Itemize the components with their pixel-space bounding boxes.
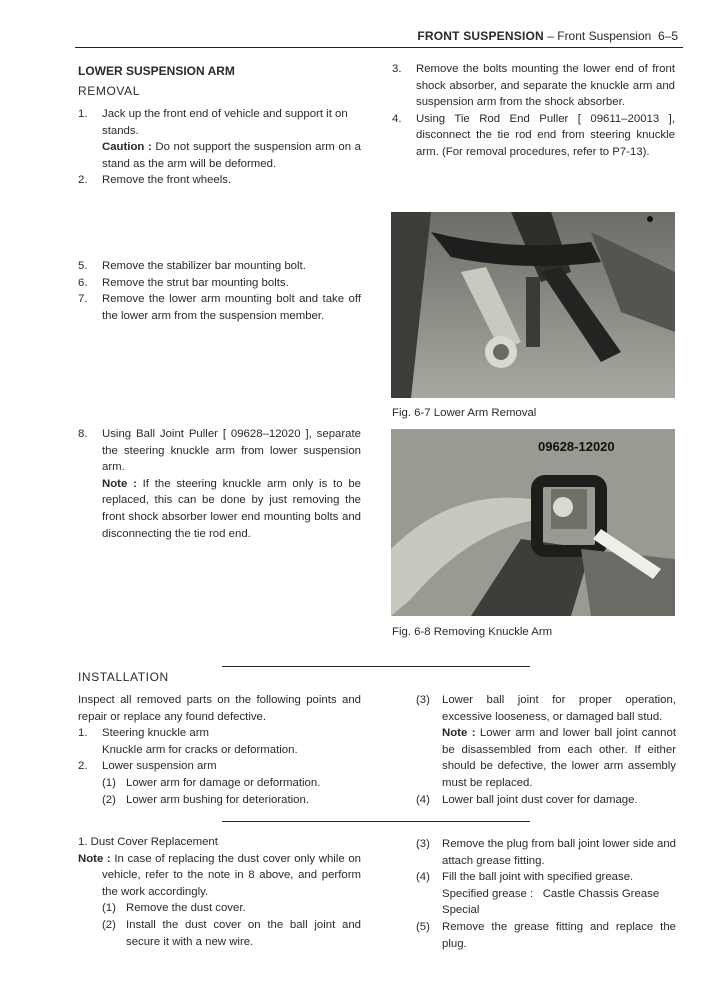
sub-number: (1) (102, 776, 116, 789)
dust-cover-note (78, 851, 361, 901)
removal-steps-right (392, 61, 675, 161)
dust-cover-steps-left (78, 900, 361, 950)
step-5 (78, 258, 361, 275)
step-number: 4. (392, 112, 402, 125)
check-text: Lower ball joint for proper operation, excessive looseness, or damaged ball stud. (442, 694, 676, 723)
step-text: Remove the front wheels. (102, 174, 232, 187)
step-number: 8. (78, 428, 88, 440)
item-text: Lower suspension arm (102, 760, 217, 773)
page-header (417, 28, 678, 45)
step-3 (392, 61, 675, 111)
header-subsection: Front Suspension (557, 29, 652, 43)
install-item-1 (78, 725, 361, 758)
installation-intro: Inspect all removed parts on the following points and repair or replace any found defective. (78, 694, 361, 723)
item-number: 1. (78, 727, 88, 740)
check-number: (3) (416, 694, 430, 706)
step-2 (78, 172, 361, 189)
step-1 (78, 106, 361, 172)
dust-step-1 (102, 900, 361, 917)
item-detail: Knuckle arm for cracks or deformation. (102, 743, 298, 756)
note-text: In case of replacing the dust cover only while on vehicle, refer to the note in 8 above, and perform the work accordingly. (102, 852, 361, 898)
step-number: 1. (78, 108, 88, 120)
installation-right (416, 692, 676, 808)
dust-step-4 (416, 869, 676, 919)
step-number: 3. (392, 63, 402, 75)
check-number: (4) (416, 793, 430, 806)
dust-step-2 (102, 917, 361, 950)
removal-heading: REMOVAL (78, 84, 140, 98)
installation-rule (222, 666, 530, 667)
check-text: Lower ball joint dust cover for damage. (442, 793, 638, 806)
sub-number: (2) (102, 793, 116, 806)
knuckle-arm-photo (391, 429, 675, 616)
note-label: Note : (102, 477, 137, 490)
step-4 (392, 111, 675, 161)
sub-text: Lower arm for damage or deformation. (126, 776, 321, 789)
caution-text: Do not support the suspension arm on a stand as the arm will be deformed. (102, 141, 361, 170)
dust-cover-rule (222, 821, 530, 822)
grease-spec (442, 886, 676, 919)
note-label: Note : (442, 727, 476, 740)
caution-label: Caution : (102, 141, 152, 154)
step-text: Remove the dust cover. (126, 902, 246, 915)
step-7 (78, 291, 361, 324)
sub-text: Lower arm bushing for deterioration. (126, 793, 309, 806)
item-text: Steering knuckle arm (102, 727, 209, 740)
lower-arm-photo (391, 212, 675, 398)
step-number: (5) (416, 920, 430, 933)
figure-caption-6-7: Fig. 6-7 Lower Arm Removal (392, 407, 537, 419)
note-block (102, 476, 361, 542)
step-text: Remove the stabilizer bar mounting bolt. (102, 260, 306, 272)
step-text: Using Tie Rod End Puller [ 09611–20013 ], disconnect the tie rod end from steering knuckle arm. (For removal procedures, refer to P7-13). (416, 112, 675, 158)
header-rule (75, 47, 683, 48)
install-check-4 (416, 792, 676, 809)
removal-steps-b (78, 258, 361, 324)
caution-block (102, 139, 361, 172)
item-number: 2. (78, 760, 88, 773)
grease-value: Castle Chassis Grease Special (442, 887, 660, 917)
header-section: FRONT SUSPENSION (417, 29, 544, 43)
step-text: Remove the grease fitting and replace the plug. (442, 920, 676, 950)
step-text: Install the dust cover on the ball joint and secure it with a new wire. (126, 918, 361, 948)
tool-number-label: 09628-12020 (538, 439, 615, 454)
step-text: Remove the strut bar mounting bolts. (102, 276, 289, 289)
section-title: LOWER SUSPENSION ARM (78, 64, 235, 78)
step-number: (1) (102, 902, 116, 915)
removal-steps-a (78, 106, 361, 189)
grease-label: Specified grease : (442, 887, 534, 900)
figure-removing-knuckle-arm (391, 429, 675, 616)
step-number: 6. (78, 276, 88, 289)
dust-step-5 (416, 919, 676, 952)
step-text: Remove the lower arm mounting bolt and take off the lower arm from the suspension member. (102, 293, 361, 322)
installation-left (78, 692, 361, 808)
installation-heading: INSTALLATION (78, 670, 169, 684)
dust-cover-right (416, 836, 676, 952)
install-check-3 (416, 692, 676, 792)
dust-cover-left (78, 834, 361, 950)
step-text: Remove the bolts mounting the lower end of front shock absorber, and separate the knuckle arm and suspension arm from the shock absorber. (416, 63, 675, 109)
figure-lower-arm-removal (391, 212, 675, 398)
note-text: Lower arm and lower ball joint cannot be disassembled from each other. If either should be defective, the lower arm assembly must be replaced. (442, 727, 676, 789)
dust-cover-title: 1. Dust Cover Replacement (78, 836, 218, 848)
note-label: Note : (78, 852, 111, 865)
page-number: 6–5 (657, 29, 678, 43)
step-number: (3) (416, 838, 430, 850)
step-8 (78, 426, 361, 542)
sub-item-1 (102, 775, 361, 792)
step-number: 7. (78, 293, 88, 306)
step-text: Fill the ball joint with specified grease. (442, 871, 634, 884)
step-number: 5. (78, 260, 88, 272)
sub-item-2 (102, 792, 361, 809)
step-6 (78, 275, 361, 292)
dust-step-3 (416, 836, 676, 869)
step-text: Using Ball Joint Puller [ 09628–12020 ], separate the steering knuckle arm from lower suspension arm. (102, 428, 361, 474)
step-number: (4) (416, 871, 430, 884)
install-note (442, 725, 676, 791)
note-text: If the steering knuckle arm only is to be replaced, this can be done by just removing the front shock absorber lower end mounting bolts and disconnecting the tie rod end. (102, 477, 361, 540)
step-number: (2) (102, 918, 116, 931)
removal-step-8 (78, 426, 361, 542)
install-item-2 (78, 758, 361, 808)
header-dash: – (543, 29, 558, 43)
step-text: Jack up the front end of vehicle and support it on stands. (102, 108, 348, 137)
step-number: 2. (78, 174, 88, 187)
figure-caption-6-8: Fig. 6-8 Removing Knuckle Arm (392, 626, 553, 638)
step-text: Remove the plug from ball joint lower side and attach grease fitting. (442, 838, 676, 867)
